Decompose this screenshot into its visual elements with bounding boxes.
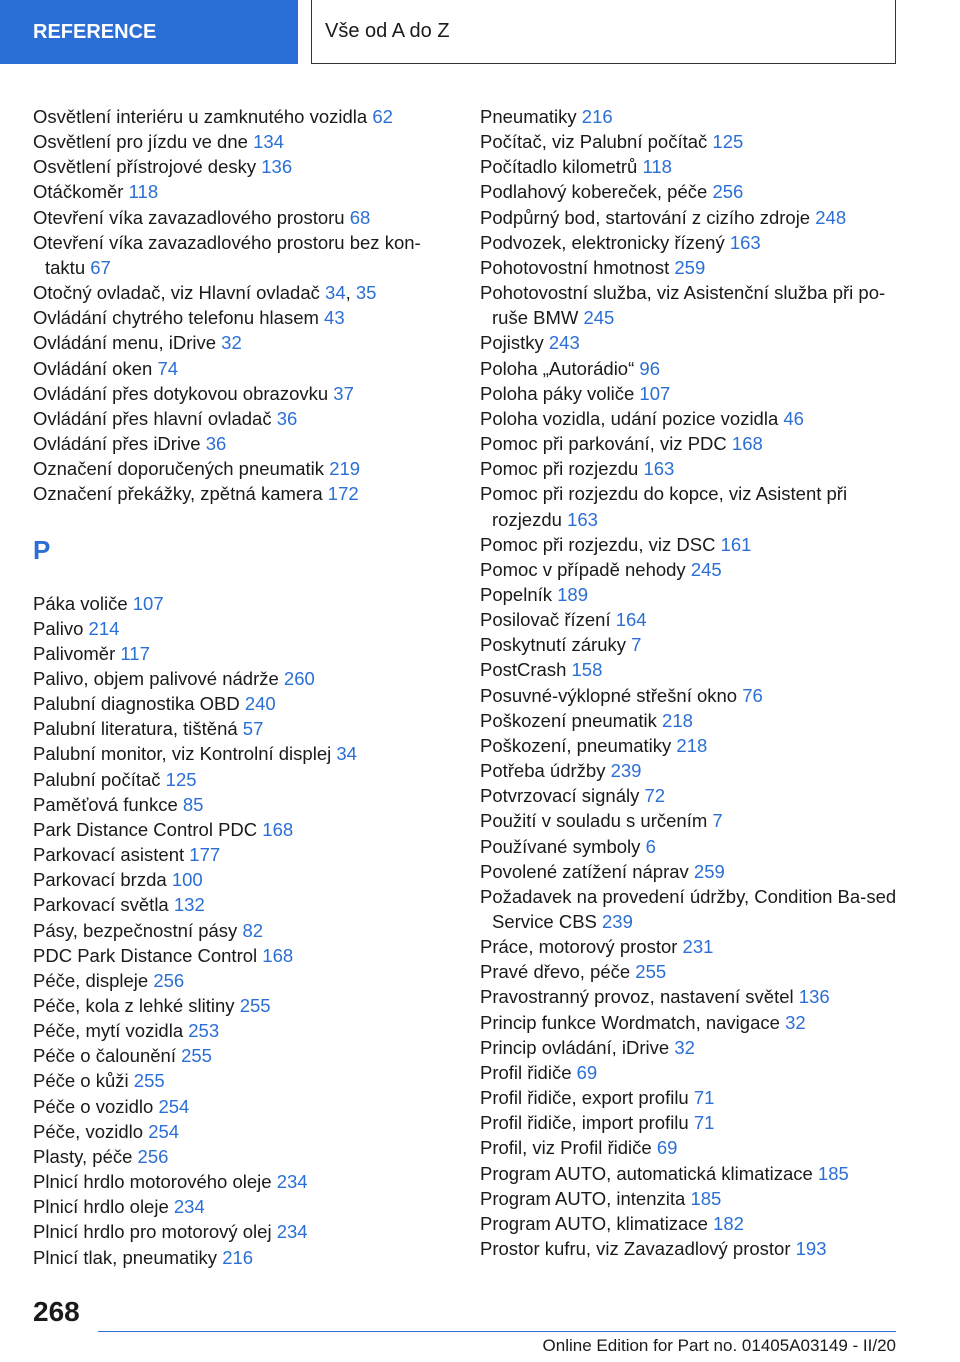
page-reference-link[interactable]: 231: [682, 936, 714, 958]
index-entry: [33, 691, 453, 716]
index-term: Pomoc při parkování, viz PDC: [480, 433, 727, 455]
index-entry: [33, 591, 453, 616]
page-reference-link[interactable]: 36: [205, 433, 227, 455]
index-column-left: [33, 104, 453, 1270]
section-letter: P: [33, 534, 51, 565]
index-list-p-continued: [480, 104, 900, 1261]
index-term: Požadavek na provedení údržby, Condition Ba-sed Service CBS: [480, 885, 897, 932]
index-entry: [480, 557, 900, 582]
index-entry: [480, 1135, 900, 1160]
index-entry: [33, 406, 453, 431]
page-reference-link[interactable]: 118: [128, 181, 159, 203]
index-entry: [33, 1068, 453, 1093]
page-reference-link[interactable]: 32: [221, 332, 242, 354]
page-reference-link[interactable]: 118: [642, 156, 672, 178]
page-reference-link[interactable]: 168: [262, 944, 294, 966]
index-term: Otáčkoměr: [33, 181, 124, 203]
index-entry: [480, 1110, 900, 1135]
index-entry: [480, 406, 900, 431]
index-entry: [33, 205, 453, 230]
index-term: PostCrash: [480, 659, 567, 681]
index-term: Profil řidiče: [480, 1061, 572, 1083]
page-reference-link[interactable]: 254: [158, 1095, 190, 1117]
index-entry: [33, 305, 453, 330]
page-reference-link[interactable]: 260: [283, 667, 315, 689]
index-term: Pomoc v případě nehody: [480, 558, 686, 580]
page-reference-link[interactable]: 245: [583, 307, 615, 329]
index-term: Podpůrný bod, startování z cizího zdroje: [480, 206, 811, 228]
page-reference-link[interactable]: 256: [153, 969, 185, 991]
index-term: Profil řidiče, import profilu: [480, 1112, 689, 1134]
index-entry: [480, 1211, 900, 1236]
index-entry: [480, 154, 900, 179]
page-reference-link[interactable]: 254: [148, 1120, 180, 1142]
page-reference-link[interactable]: 125: [712, 131, 744, 153]
index-entry: [33, 230, 453, 280]
index-term: Poskytnutí záruky: [480, 634, 627, 656]
index-entry: [480, 1236, 900, 1261]
page-reference-link[interactable]: 67: [90, 256, 111, 278]
page-reference-link[interactable]: 189: [557, 583, 589, 605]
index-entry: [480, 708, 900, 733]
index-term: Ovládání menu, iDrive: [33, 332, 217, 354]
index-term: Plasty, péče: [33, 1145, 133, 1167]
index-entry: [33, 1245, 453, 1270]
index-column-right: [480, 104, 900, 1261]
index-term: Použití v souladu s určením: [480, 810, 708, 832]
index-term: Palivoměr: [33, 642, 116, 664]
index-entry: [480, 984, 900, 1009]
index-term: Páka voliče: [33, 592, 128, 614]
index-term: Parkovací světla: [33, 894, 169, 916]
index-term: Ovládání oken: [33, 357, 153, 379]
index-entry: [480, 205, 900, 230]
page-reference-link[interactable]: 117: [120, 642, 150, 664]
index-entry: [33, 666, 453, 691]
index-entry: [33, 1194, 453, 1219]
index-entry: [480, 179, 900, 204]
index-term: Potřeba údržby: [480, 760, 606, 782]
footer-divider: [98, 1331, 896, 1332]
page-reference-link[interactable]: 216: [222, 1246, 254, 1268]
index-term: Prostor kufru, viz Zavazadlový prostor: [480, 1238, 791, 1260]
section-label: REFERENCE: [33, 20, 157, 43]
index-term: Poloha vozidla, udání pozice vozidla: [480, 407, 779, 429]
page-reference-link[interactable]: 255: [133, 1070, 165, 1092]
index-term: Plnicí hrdlo motorového oleje: [33, 1171, 272, 1193]
index-entry: [480, 481, 900, 531]
index-list-p: [33, 591, 453, 1270]
index-term: Parkovací brzda: [33, 869, 167, 891]
index-term: Posilovač řízení: [480, 609, 611, 631]
index-term: Podvozek, elektronicky řízený: [480, 231, 725, 253]
index-entry: [33, 741, 453, 766]
edition-note: Online Edition for Part no. 01405A03149 - II/20: [542, 1336, 896, 1355]
page-reference-link[interactable]: 158: [571, 659, 603, 681]
page-reference-link[interactable]: 6: [645, 835, 656, 857]
page-reference-link[interactable]: 243: [548, 332, 580, 354]
page-reference-link[interactable]: 239: [610, 760, 642, 782]
index-entry: [480, 808, 900, 833]
index-entry: [480, 280, 900, 330]
index-list-o: [33, 104, 453, 507]
index-entry: [480, 683, 900, 708]
index-entry: [480, 456, 900, 481]
page-reference-link[interactable]: 43: [324, 307, 345, 329]
page-reference-link[interactable]: 71: [693, 1087, 715, 1109]
index-term: Osvětlení přístrojové desky: [33, 156, 257, 178]
index-term: Palivo, objem palivové nádrže: [33, 667, 279, 689]
index-term: Pohotovostní hmotnost: [480, 256, 670, 278]
index-entry: [33, 842, 453, 867]
index-term: Plnicí hrdlo oleje: [33, 1196, 169, 1218]
index-entry: [33, 1043, 453, 1068]
index-entry: [480, 129, 900, 154]
page-reference-link[interactable]: 182: [713, 1212, 744, 1234]
index-term: Ovládání přes hlavní ovladač: [33, 407, 272, 429]
index-term: Princip funkce Wordmatch, navigace: [480, 1011, 780, 1033]
index-term: Pomoc při rozjezdu, viz DSC: [480, 533, 716, 555]
index-entry: [480, 834, 900, 859]
page-reference-link[interactable]: 168: [262, 818, 294, 840]
index-term: Používané symboly: [480, 835, 641, 857]
index-term: Potvrzovací signály: [480, 785, 640, 807]
page-reference-link[interactable]: 193: [795, 1238, 827, 1260]
page-reference-link[interactable]: 107: [639, 382, 671, 404]
page-reference-link[interactable]: 219: [329, 458, 361, 480]
index-term: Park Distance Control PDC: [33, 818, 258, 840]
index-term: Počítač, viz Palubní počítač: [480, 131, 708, 153]
index-term: Palubní monitor, viz Kontrolní displej: [33, 743, 332, 765]
index-entry: [33, 918, 453, 943]
page-reference-link[interactable]: 255: [181, 1045, 212, 1067]
index-term: Plnicí hrdlo pro motorový olej: [33, 1221, 272, 1243]
page-reference-link[interactable]: 163: [643, 458, 675, 480]
index-term: Povolené zatížení náprav: [480, 860, 689, 882]
page-reference-link[interactable]: 34: [336, 743, 357, 765]
index-term: Otočný ovladač, viz Hlavní ovladač: [33, 282, 320, 304]
page-reference-link[interactable]: 234: [173, 1196, 205, 1218]
index-entry: [480, 783, 900, 808]
page-reference-link[interactable]: 34: [325, 282, 346, 304]
page-reference-link[interactable]: 32: [785, 1011, 806, 1033]
index-term: Péče, mytí vozidla: [33, 1020, 184, 1042]
page-reference-link[interactable]: 164: [615, 609, 647, 631]
index-entry: [33, 129, 453, 154]
page-reference-link[interactable]: 69: [656, 1137, 678, 1159]
index-entry: [33, 179, 453, 204]
index-entry: [33, 481, 453, 506]
index-term: Ovládání přes dotykovou obrazovku: [33, 382, 329, 404]
index-entry: [33, 381, 453, 406]
page-reference-link[interactable]: 68: [349, 206, 371, 228]
page-reference-link[interactable]: 46: [783, 407, 804, 429]
index-entry: [33, 1169, 453, 1194]
page-reference-link[interactable]: 72: [644, 785, 666, 807]
index-entry: [33, 616, 453, 641]
index-entry: [480, 1186, 900, 1211]
index-term: Práce, motorový prostor: [480, 936, 678, 958]
page-title-box: [311, 0, 896, 64]
index-entry: [480, 582, 900, 607]
index-term: Otevření víka zavazadlového prostoru: [33, 206, 345, 228]
index-term: Péče, displeje: [33, 969, 149, 991]
index-term: Označení doporučených pneumatik: [33, 458, 325, 480]
index-entry: [480, 884, 900, 934]
index-entry: [33, 1119, 453, 1144]
index-term: Osvětlení interiéru u zamknutého vozidla: [33, 106, 368, 127]
index-entry: [33, 892, 453, 917]
index-term: Počítadlo kilometrů: [480, 156, 638, 178]
index-term: Program AUTO, intenzita: [480, 1187, 686, 1209]
page-reference-link[interactable]: 136: [261, 156, 293, 178]
index-entry: [33, 1094, 453, 1119]
index-entry: [480, 959, 900, 984]
page-number: 268: [33, 1296, 80, 1327]
page-reference-link[interactable]: 216: [581, 106, 613, 127]
index-entry: [480, 1161, 900, 1186]
page-reference-link[interactable]: 7: [631, 634, 642, 656]
index-term: Poškození, pneumatiky: [480, 734, 672, 756]
index-term: Poloha páky voliče: [480, 382, 635, 404]
index-entry: [480, 230, 900, 255]
index-entry: [33, 716, 453, 741]
index-entry: [480, 733, 900, 758]
index-term: Péče o čalounění: [33, 1045, 176, 1067]
index-term: Palubní diagnostika OBD: [33, 693, 240, 715]
index-entry: [33, 792, 453, 817]
page-reference-link[interactable]: 85: [182, 793, 204, 815]
index-term: Popelník: [480, 583, 552, 605]
index-term: Paměťová funkce: [33, 793, 178, 815]
index-term: PDC Park Distance Control: [33, 944, 258, 966]
index-entry: [480, 657, 900, 682]
page-reference-link[interactable]: 163: [729, 231, 761, 253]
page-reference-link[interactable]: 96: [639, 357, 660, 379]
index-entry: [33, 767, 453, 792]
index-term: Péče, kola z lehké slitiny: [33, 995, 235, 1016]
page-reference-link[interactable]: 240: [244, 693, 276, 715]
index-entry: [480, 934, 900, 959]
index-entry: [33, 943, 453, 968]
page-reference-link[interactable]: 71: [693, 1112, 715, 1134]
index-entry: [33, 993, 453, 1018]
page-reference-link[interactable]: 172: [327, 483, 359, 505]
page-reference-link[interactable]: 255: [239, 995, 271, 1016]
index-entry: [33, 330, 453, 355]
index-term: Palivo: [33, 617, 84, 639]
page-reference-link[interactable]: 259: [674, 256, 706, 278]
page-reference-link[interactable]: 256: [137, 1145, 169, 1167]
index-entry: [480, 859, 900, 884]
page-reference-link[interactable]: 248: [815, 206, 847, 228]
index-entry: [33, 431, 453, 456]
index-entry: [33, 968, 453, 993]
page-reference-link[interactable]: 125: [165, 768, 197, 790]
index-entry: [480, 607, 900, 632]
page-reference-link[interactable]: 62: [372, 106, 393, 127]
index-term: Pravostranný provoz, nastavení světel: [480, 986, 794, 1008]
index-term: Poloha „Autorádio“: [480, 357, 635, 379]
index-term: Podlahový kobereček, péče: [480, 181, 708, 203]
page-reference-link[interactable]: 100: [171, 869, 203, 891]
index-entry: [480, 1085, 900, 1110]
index-entry: [480, 1060, 900, 1085]
index-entry: [33, 104, 453, 129]
page-reference-link[interactable]: 245: [690, 558, 722, 580]
page-reference-link[interactable]: 214: [88, 617, 120, 639]
page-reference-link[interactable]: 74: [157, 357, 179, 379]
index-term: Péče, vozidlo: [33, 1120, 144, 1142]
index-entry: [480, 758, 900, 783]
index-entry: [33, 641, 453, 666]
index-entry: [33, 1018, 453, 1043]
index-term: Pomoc při rozjezdu do kopce, viz Asistent při rozjezdu: [480, 483, 848, 530]
index-term: Pomoc při rozjezdu: [480, 458, 639, 480]
index-term: Ovládání chytrého telefonu hlasem: [33, 307, 319, 329]
page-reference-link[interactable]: 239: [602, 911, 633, 932]
page-reference-link[interactable]: 161: [720, 533, 752, 555]
page-reference-link[interactable]: 177: [189, 844, 221, 866]
index-term: Profil řidiče, export profilu: [480, 1087, 689, 1109]
index-entry: [33, 867, 453, 892]
page-reference-link[interactable]: 256: [712, 181, 744, 203]
page-reference-link[interactable]: 76: [742, 684, 763, 706]
index-entry: Otočný ovladač, viz Hlavní ovladač 34, 35: [33, 282, 377, 304]
index-term: Péče o vozidlo: [33, 1095, 154, 1117]
page-reference-link[interactable]: 234: [276, 1221, 308, 1243]
index-entry: [33, 456, 453, 481]
page-reference-link[interactable]: 134: [253, 131, 284, 153]
page-reference-link[interactable]: 69: [576, 1061, 598, 1083]
index-term: Označení překážky, zpětná kamera: [33, 483, 323, 505]
index-term: Parkovací asistent: [33, 844, 185, 866]
index-entry: [33, 1144, 453, 1169]
index-term: Program AUTO, klimatizace: [480, 1212, 708, 1234]
section-tab: [0, 0, 298, 64]
index-term: Palubní literatura, tištěná: [33, 718, 238, 740]
index-entry: [480, 1035, 900, 1060]
page-reference-link[interactable]: 253: [188, 1020, 220, 1042]
page-reference-link[interactable]: 132: [173, 894, 205, 916]
page-reference-link[interactable]: 57: [242, 718, 264, 740]
index-term: Otevření víka zavazadlového prostoru bez kon-taktu: [33, 231, 421, 278]
index-entry: [33, 1219, 453, 1244]
index-term: Péče o kůži: [33, 1070, 129, 1092]
page-title: Vše od A do Z: [325, 20, 450, 42]
index-term: Posuvné-výklopné střešní okno: [480, 684, 738, 706]
index-term: Poškození pneumatik: [480, 709, 657, 731]
page-reference-link[interactable]: 136: [798, 986, 830, 1008]
index-entry: [33, 817, 453, 842]
index-term: Ovládání přes iDrive: [33, 433, 201, 455]
index-entry: [480, 1010, 900, 1035]
page-reference-link[interactable]: 168: [731, 433, 763, 455]
page-reference-link[interactable]: 218: [676, 734, 708, 756]
page-reference-link[interactable]: 7: [712, 810, 723, 832]
page-reference-link[interactable]: 163: [567, 508, 598, 530]
index-entry: [480, 255, 900, 280]
page-reference-link[interactable]: 36: [276, 407, 298, 429]
index-entry: [480, 104, 900, 129]
page-reference-link[interactable]: 255: [635, 961, 667, 983]
index-term: Pásy, bezpečnostní pásy: [33, 919, 238, 941]
page-reference-link[interactable]: 37: [333, 382, 354, 404]
index-term: Plnicí tlak, pneumatiky: [33, 1246, 218, 1268]
index-entry: [33, 356, 453, 381]
index-entry: [480, 532, 900, 557]
index-term: Program AUTO, automatická klimatizace: [480, 1162, 813, 1184]
index-term: Pneumatiky: [480, 106, 577, 127]
index-entry: [33, 154, 453, 179]
page-reference-link[interactable]: 32: [674, 1036, 695, 1058]
index-term: Pojistky: [480, 332, 544, 354]
index-term: Pravé dřevo, péče: [480, 961, 631, 983]
index-entry: [480, 330, 900, 355]
page-reference-link[interactable]: 107: [132, 592, 164, 614]
index-term: Pohotovostní služba, viz Asistenční služba při po-ruše BMW: [480, 282, 886, 329]
page-reference-link[interactable]: 185: [817, 1162, 849, 1184]
page-reference-link[interactable]: 82: [242, 919, 264, 941]
index-term: Profil, viz Profil řidiče: [480, 1137, 652, 1159]
index-entry: [480, 356, 900, 381]
page-reference-link[interactable]: 218: [662, 709, 693, 731]
index-term: Osvětlení pro jízdu ve dne: [33, 131, 248, 153]
page-reference-link[interactable]: 234: [276, 1171, 308, 1193]
index-term: Palubní počítač: [33, 768, 161, 790]
index-entry: [480, 431, 900, 456]
page-reference-link[interactable]: 35: [355, 282, 377, 304]
index-entry: [480, 632, 900, 657]
index-entry: [480, 381, 900, 406]
page-reference-link[interactable]: 259: [693, 860, 725, 882]
page-reference-link[interactable]: 185: [690, 1187, 722, 1209]
index-term: Princip ovládání, iDrive: [480, 1036, 670, 1058]
